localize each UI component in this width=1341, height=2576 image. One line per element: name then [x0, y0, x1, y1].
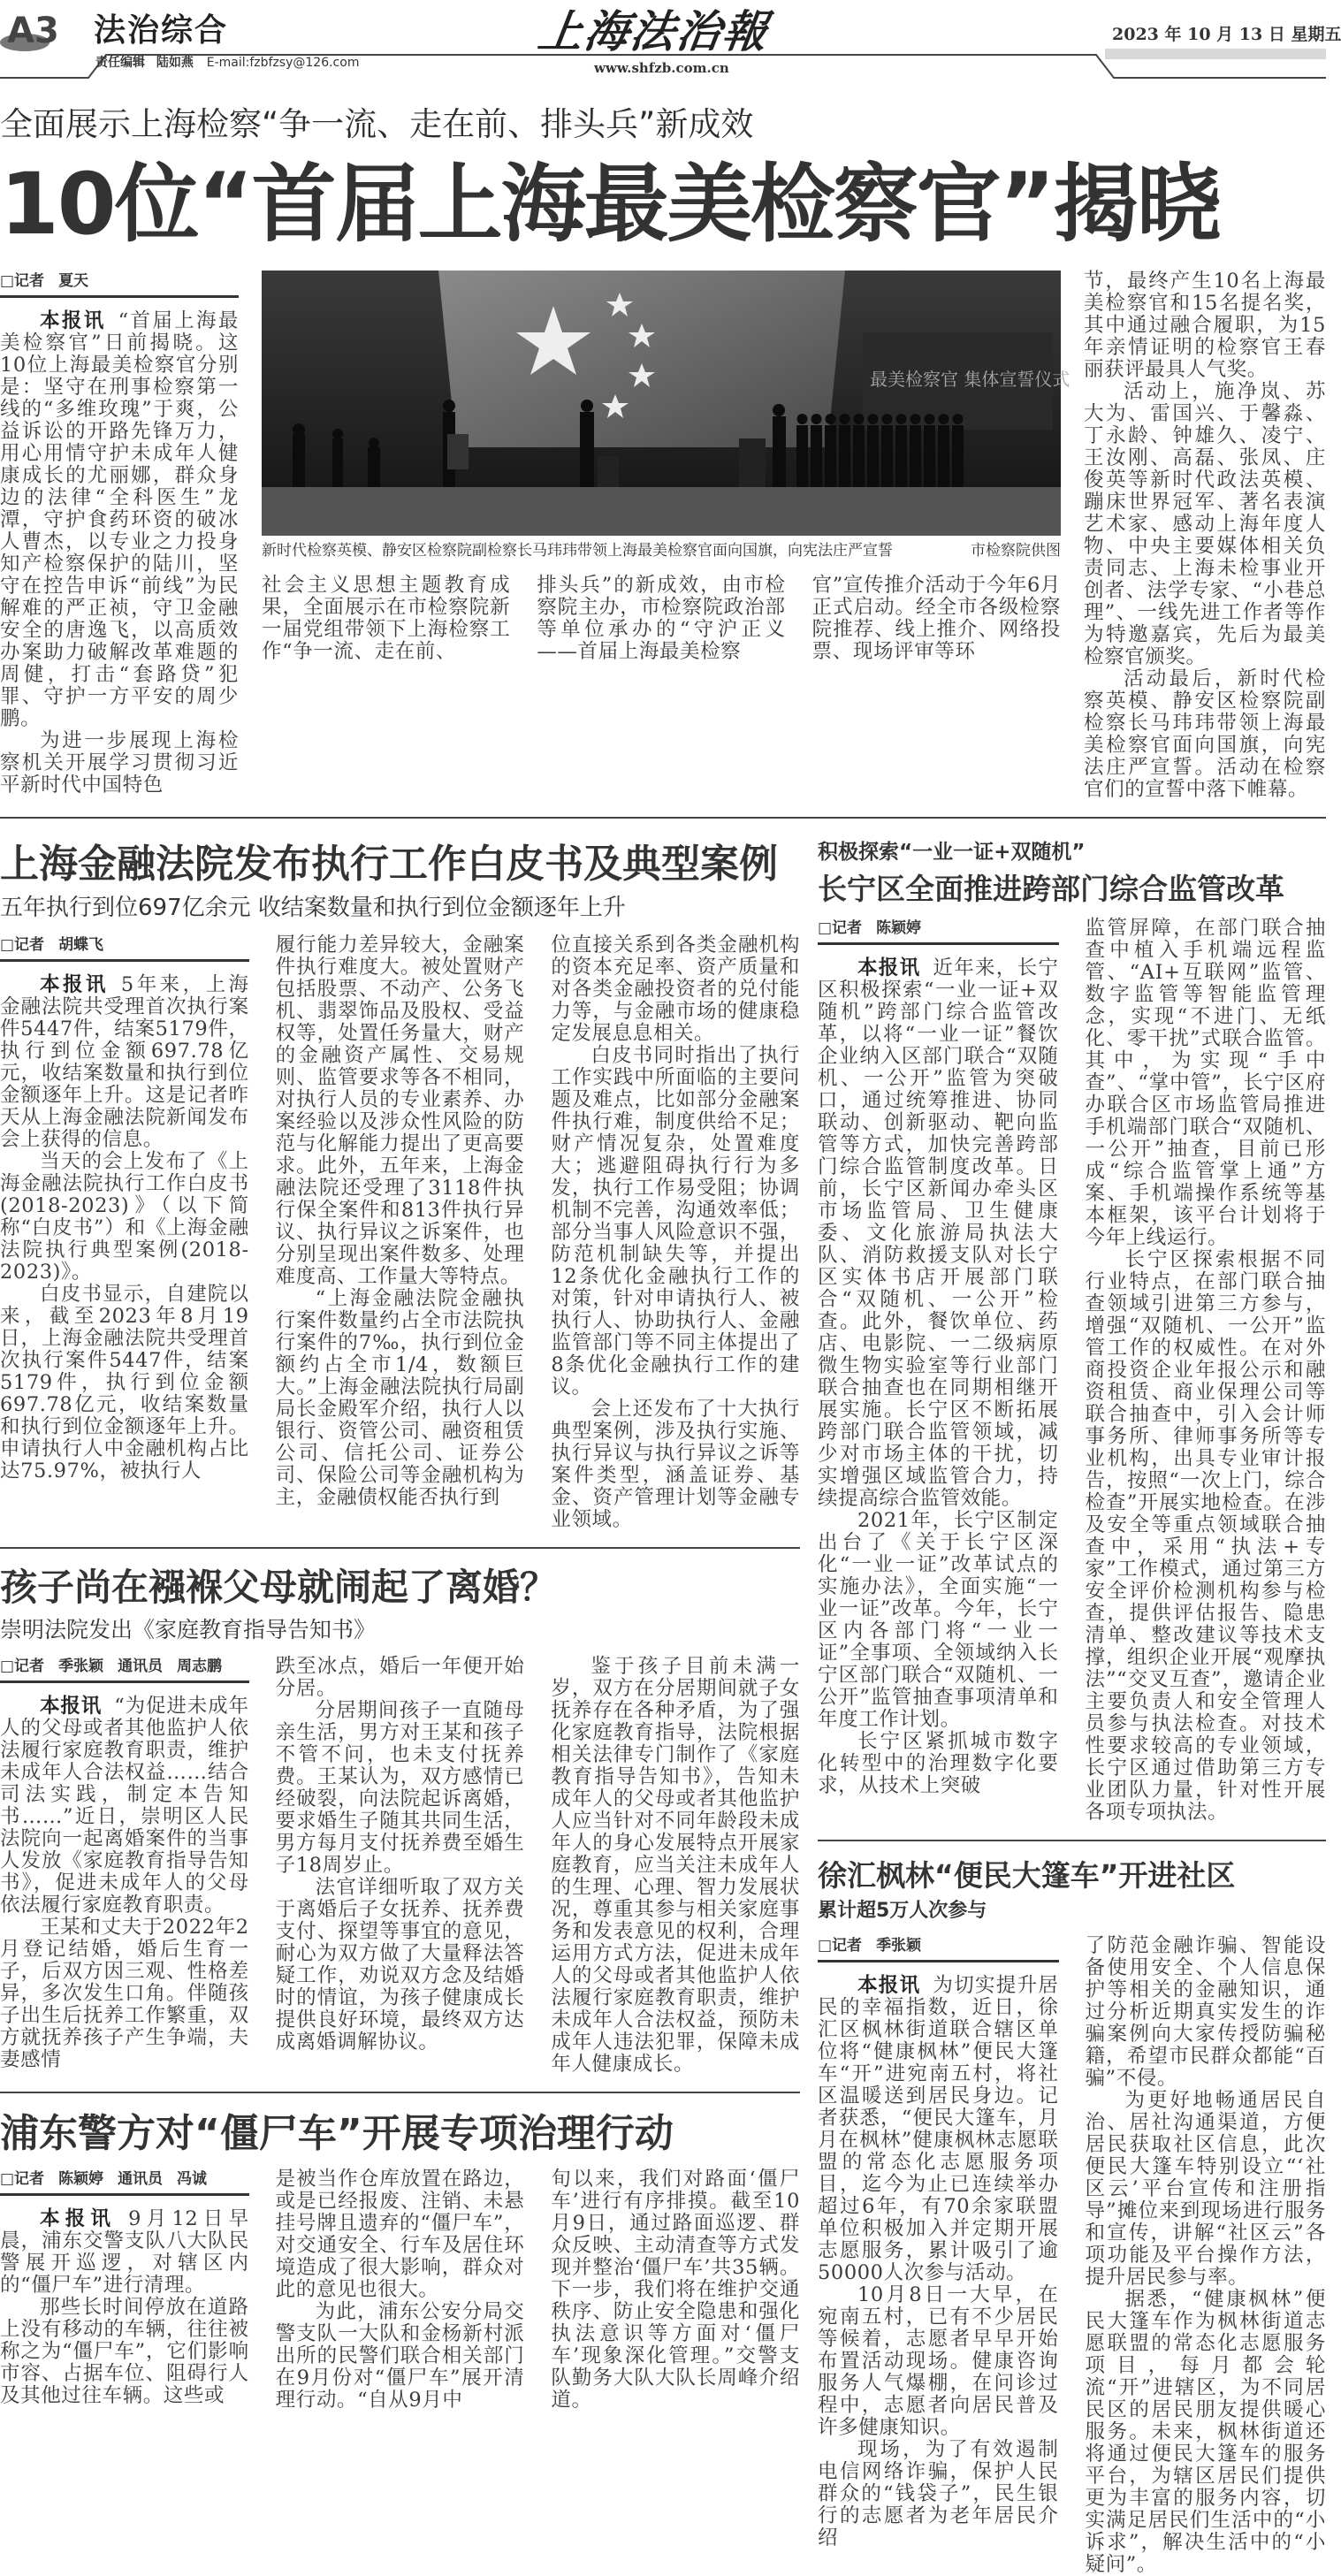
section-divider [0, 817, 1326, 819]
byline-role: □记者 [0, 2169, 45, 2188]
paragraph [818, 2439, 1059, 2549]
byline-role: □记者 [818, 919, 863, 937]
paragraph-text: 活动最后，新时代检察英模、静安区检察院副检察长马玮玮带领上海最美检察官面向国旗，向宪法庄严宣誓。活动在检察官们的宣誓中落下帷幕。 [1084, 667, 1326, 801]
byline [0, 1656, 249, 1683]
paragraph-text: 白皮书同时指出了执行工作实践中所面临的主要问题及难点，比如部分金融案件执行难，制度供给不足；财产情况复杂，处置难度大；逃避阻碍执行行为多发，执行工作易受阻；协调机制不完善，沟通效率低；部分当事人风险意识不强，防范机制缺失等，并提出12条优化金融执行工作的对策，针对申请执行人、被执行人、协助执行人、金融监管部门等不同主体提出了8条优化金融执行工作的建议。 [551, 1043, 801, 1399]
dateline-lead: 本报讯 [40, 309, 106, 332]
paragraph [0, 1151, 249, 1284]
byline-name-2: 周志鹏 [177, 1657, 223, 1675]
page-header [0, 0, 1341, 81]
paragraph [551, 934, 800, 1045]
dateline-lead: 本报讯 [40, 1694, 103, 1718]
dateline-lead: 本报讯 [40, 972, 109, 996]
paragraph-text: 位直接关系到各类金融机构的资本充足率、资产质量和对各类金融投资者的兑付能力等，与金融市场的健康稳定发展息息相关。 [551, 933, 801, 1045]
byline-name: 陈颖婷 [58, 2169, 104, 2188]
newspaper-masthead-logo: 上海法治報 [535, 5, 773, 57]
finance-story [0, 840, 800, 1531]
section-divider [818, 1840, 1326, 1841]
paragraph [1084, 271, 1326, 381]
finance-subhead: 五年执行到位697亿余元 收结案数量和执行到位金额逐年上升 [0, 895, 626, 921]
paragraph [818, 1975, 1059, 2284]
paragraph [551, 2168, 800, 2412]
section-divider [0, 1547, 800, 1549]
paragraph [276, 1877, 525, 2054]
article-column [537, 575, 785, 663]
paragraph-text: 9月12日早晨，浦东交警支队八大队民警展开巡逻，对辖区内的“僵尸车”进行清理。 [0, 2206, 249, 2297]
xuhui-story [818, 1857, 1326, 2576]
paragraph [551, 1045, 800, 1399]
photo-credit: 市检察院供图 [971, 542, 1061, 560]
article-column [0, 2208, 249, 2407]
paragraph [1086, 1249, 1327, 1824]
paragraph-text: 为更好地畅通居民自治、居社沟通渠道，方便居民获取社区信息，此次便民大篷车特别设立“‘社区云’平台宣传和注册指导”摊位来到现场进行服务和宣传，讲解“社区云”各项功能及平台操作方法，提升居民参与率。 [1085, 2088, 1326, 2289]
editor-email[interactable]: E-mail:fzbfzsy@126.com [206, 56, 360, 70]
paragraph [0, 974, 249, 1151]
article-column [0, 974, 249, 1482]
lead-story-body [0, 271, 1326, 801]
paragraph-text: 了防范金融诈骗、智能设备使用安全、个人信息保护等相关的金融知识，通过分析近期真实发生的诈骗案例向大家传授防骗秘籍，希望市民群众都能“百骗”不侵。 [1085, 1933, 1326, 2090]
article-column [276, 2168, 525, 2412]
byline-role-2: 通讯员 [118, 1657, 164, 1675]
byline-name: 季张颖 [876, 1936, 922, 1955]
paragraph [818, 1510, 1059, 1731]
editor-info [95, 53, 359, 71]
byline-name: 胡蝶飞 [58, 935, 104, 954]
byline-role-2: 通讯员 [118, 2169, 164, 2188]
paragraph [0, 1696, 249, 1917]
byline-name-2: 冯诚 [177, 2169, 208, 2188]
paragraph-text: 为切实提升居民的幸福指数，近日，徐汇区枫林街道联合辖区单位将“健康枫林”便民大篷车“开”进宛南五村，将社区温暖送到居民身边。记者获悉，“便民大篷车，月月在枫林”健康枫林志愿联盟的常态化志愿服务项目，迄今为止已连续举办超过6年，有70余家联盟单位积极加入并定期开展志愿服务，累计吸引了逾50000人次参与活动。 [818, 1973, 1059, 2284]
issue-date: 2023 年 10 月 13 日 星期五 [1112, 25, 1341, 44]
byline [0, 2168, 249, 2196]
paragraph-text: 是被当作仓库放置在路边，或是已经报废、注销、未悬挂号牌且遗弃的“僵尸车”，对交通安全、行车及居住环境造成了很大影响，群众对此的意见也很大。 [275, 2167, 525, 2301]
xuhui-subhead: 累计超5万人次参与 [818, 1900, 987, 1923]
page-number: A3 [7, 11, 59, 51]
paragraph-text: 官”宣传推介活动于今年6月正式启动。经全市各级检察院推荐、线上推介、网络投票、现场评审等环 [811, 574, 1061, 663]
paragraph [0, 1917, 249, 2071]
stage-screen-text: 最美检察官 集体宣誓仪式 [870, 369, 1071, 390]
lead-story-kicker: 全面展示上海检察“争一流、走在前、排头兵”新成效 [0, 105, 754, 143]
paragraph-text: 白皮书显示，自建院以来，截至2023年8月19日，上海金融法院共受理首次执行案件5447件，结案5179件，执行到位金额697.78亿元，收结案数量和执行到位金额逐年上升。申请执行人中金融机构占比达75.97%，被执行人 [0, 1282, 249, 1482]
article-column [551, 934, 800, 1531]
paragraph [0, 2208, 249, 2297]
editor-name: 陆如燕 [156, 56, 194, 70]
paragraph [276, 1288, 525, 1509]
byline-name: 季张颖 [58, 1657, 104, 1675]
paragraph [0, 1284, 249, 1482]
article-column [551, 2168, 800, 2412]
article-column [276, 1656, 525, 2054]
lead-story-headline: 10位“首届上海最美检察官”揭晓 [0, 155, 1220, 254]
paragraph-text: “上海金融法院金融执行案件数量约占全市法院执行案件的7‰，执行到位金额约占全市1/4，数额巨大。”上海金融法院执行局副局长金殿军介绍，执行人以银行、资管公司、融资租赁公司、信托公司、证券公司、保险公司等金融机构为主，金融债权能否执行到 [275, 1286, 525, 1509]
byline-name: 陈颖婷 [876, 919, 922, 937]
paragraph [551, 1656, 800, 2076]
paragraph [276, 2301, 525, 2412]
paragraph-text: 那些长时间停放在道路上没有移动的车辆，往往被称之为“僵尸车”，它们影响市容、占据车位、阻碍行人及其他过往车辆。这些或 [0, 2295, 249, 2407]
paragraph-text: 节，最终产生10名上海最美检察官和15名提名奖，其中通过融合履职，为15年亲情证明的检察官王春丽获评最具人气奖。 [1084, 270, 1326, 381]
article-column [818, 1975, 1059, 2549]
page-number-badge [0, 4, 59, 53]
byline [0, 934, 249, 962]
paragraph-text: 近年来，长宁区积极探索“一业一证+双随机”跨部门综合监管改革，以将“一业一证”餐饮企业纳入区部门联合“双随机、一公开”监管为突破口，通过统筹推进、协同联动、创新驱动、靶向监管等方式，加快完善跨部门综合监管制度改革。日前，长宁区新闻办牵头区市场监管局、卫生健康委、文化旅游局执法大队、消防救援支队对长宁区实体书店开展部门联合“双随机、一公开”检查。此外，餐饮单位、药店、电影院、一二级病原微生物实验室等行业部门联合抽查也在同期相继开展实施。长宁区不断拓展跨部门联合监管领域，减少对市场主体的干扰，切实增强区域监管合力，持续提高综合监管效能。 [818, 956, 1059, 1510]
photo-caption [262, 541, 1061, 560]
paragraph [1084, 668, 1326, 801]
byline [0, 271, 239, 298]
family-subhead: 崇明法院发出《家庭教育指导告知书》 [0, 1617, 377, 1643]
paragraph-text: 活动上，施净岚、苏大为、雷国兴、于馨淼、丁永龄、钟雄久、凌宁、王汝刚、高磊、张凤、庄俊英等新时代政法英模、蹦床世界冠军、著名表演艺术家、感动上海年度人物、中央主要媒体相关负责同志、上海未检事业开创者、法学专家、“小巷总理”、一线先进工作者等作为特邀嘉宾，先后为最美检察官颁奖。 [1084, 380, 1326, 668]
paragraph-text: 鉴于孩子目前未满一岁，双方在分居期间就子女抚养存在各种矛盾，为了强化家庭教育指导，法院根据相关法律专门制作了《家庭教育指导告知书》，告知未成年人的父母或者其他监护人应当针对不同年龄段未成年人的身心发展特点开展家庭教育，应当关注未成年人的生理、心理、智力发展状况，尊重其参与相关家庭事务和发表意见的权利，合理运用方式方法，促进未成年人的父母或者其他监护人依法履行家庭教育职责，维护未成年人合法权益，预防未成年人违法犯罪，保障未成年人健康成长。 [551, 1654, 801, 2076]
paragraph [1086, 2090, 1327, 2289]
xuhui-headline: 徐汇枫林“便民大篷车”开进社区 [818, 1858, 1236, 1893]
byline-role: □记者 [0, 1657, 45, 1675]
paragraph-text: 当天的会上发布了《上海金融法院执行工作白皮书(2018-2023)》（以下简称“白皮书”）和《上海金融法院执行典型案例(2018-2023)》。 [0, 1149, 249, 1284]
ceremony-photo [262, 271, 1071, 536]
byline-role: □记者 [0, 272, 45, 290]
paragraph [276, 1656, 525, 1700]
paragraph-text: 旬以来，我们对路面‘僵尸车’进行有序排摸。截至10月9日，通过路面巡逻、群众反映、主动清查等方式发现并整治‘僵尸车’共35辆。下一步，我们将在维护交通秩序、防止安全隐患和强化执法意识等方面对‘僵尸车’现象深化管理。”交警支队勤务大队大队长周峰介绍道。 [551, 2167, 801, 2412]
byline-name: 夏天 [58, 272, 89, 290]
paragraph-text: 社会主义思想主题教育成果，全面展示在市检察院新一届党组带领下上海检察工作“争一流、走在前、 [262, 574, 511, 663]
byline-role: □记者 [818, 1936, 863, 1955]
paragraph-text: 分居期间孩子一直随母亲生活，男方对王某和孩子不管不问，也未支付抚养费。王某认为，双方感情已经破裂，向法院起诉离婚，要求婚生子随其共同生活，男方每月支付抚养费至婚生子18周岁止。 [275, 1698, 525, 1877]
article-column [0, 1696, 249, 2071]
family-headline: 孩子尚在襁褓父母就闹起了离婚？ [0, 1565, 558, 1609]
article-column [276, 934, 525, 1509]
article-column [812, 575, 1061, 663]
paragraph [0, 2297, 249, 2407]
changning-headline: 长宁区全面推进跨部门综合监管改革 [818, 871, 1284, 906]
article-column [1086, 1935, 1327, 2576]
paragraph [276, 2168, 525, 2301]
paragraph-text: 为此，浦东公安分局交警支队一大队和金杨新村派出所的民警们联合相关部门在9月份对“僵尸车”展开清理行动。“自从9月中 [275, 2299, 525, 2412]
paragraph [262, 575, 510, 663]
dateline-lead: 本报讯 [857, 1973, 921, 1997]
article-column [0, 310, 239, 796]
paragraph-text: 会上还发布了十大执行典型案例，涉及执行实施、执行异议与执行异议之诉等案件类型，涵盖证券、基金、资产管理计划等金融专业领域。 [551, 1397, 801, 1531]
byline [818, 918, 1059, 945]
dateline-lead: 本报讯 [40, 2206, 117, 2230]
article-column [262, 575, 510, 663]
paragraph-text: 为进一步展现上海检察机关开展学习贯彻习近平新时代中国特色 [0, 729, 239, 796]
editor-label: 责任编辑 [95, 56, 145, 70]
section-title: 法治综合 [94, 12, 229, 49]
paragraph-text: “为促进未成年人的父母或者其他监护人依法履行家庭教育职责，维护未成年人合法权益……结合司法实践，制定本告知书……”近日，崇明区人民法院向一起离婚案件的当事人发放《家庭教育指导告知书》，促进未成年人的父母依法履行家庭教育职责。 [0, 1694, 249, 1917]
pudong-headline: 浦东警方对“僵尸车”开展专项治理行动 [0, 2110, 674, 2156]
changning-kicker: 积极探索“一业一证+双随机” [818, 841, 1086, 864]
paragraph [276, 934, 525, 1288]
article-column [1084, 271, 1326, 801]
dateline-lead: 本报讯 [857, 956, 921, 979]
byline-role: □记者 [0, 935, 45, 954]
paragraph [1086, 2289, 1327, 2576]
caption-text: 新时代检察英模、静安区检察院副检察长马玮玮带领上海最美检察官面向国旗，向宪法庄严宣誓 [262, 542, 893, 560]
paragraph-text: 据悉，“健康枫林”便民大篷车作为枫林街道志愿联盟的常态化志愿服务项目，每月都会轮流“开”进辖区，为不同居民区的居民朋友提供暖心服务。未来，枫林街道还将通过便民大篷车的服务平台，为辖区居民们提供更为丰富的服务内容，切实满足居民们生活中的“小诉求”，解决生活中的“小疑问”。 [1085, 2287, 1326, 2576]
paragraph [812, 575, 1061, 663]
paragraph [818, 1731, 1059, 1797]
family-story [0, 1565, 800, 2076]
paragraph [0, 310, 239, 730]
paragraph-text: 10月8日一大早，在宛南五村，已有不少居民等候着，志愿者早早开始布置活动现场。健康咨询服务人气爆棚，在问诊过程中，志愿者向居民普及许多健康知识。 [818, 2283, 1059, 2439]
paragraph [537, 575, 785, 663]
article-column [818, 957, 1059, 1797]
article-column [551, 1656, 800, 2076]
finance-headline: 上海金融法院发布执行工作白皮书及典型案例 [0, 842, 778, 887]
paragraph-text: “首届上海最美检察官”日前揭晓。这10位上海最美检察官分别是：坚守在刑事检察第一线的“多维玫瑰”于爽，公益诉讼的开路先锋万力，用心用情守护未成年人健康成长的尤丽娜，群众身边的法律“全科医生”龙潭，守护食药环资的破冰人曹杰，以专业之力投身知产检察保护的陆川，坚守在控告申诉“前线”为民解难的严正祯，守卫金融安全的唐逸飞，以高质效办案助力破解改革难题的周健，打击“套路贷”犯罪、守护一方平安的周少鹏。 [0, 309, 239, 730]
paragraph-text: 履行能力差异较大，金融案件执行难度大。被处置财产包括股票、不动产、公务飞机、翡翠饰品及股权、受益权等，处置任务量大，财产的金融资产属性、交易规则、监管要求等各不相同，对执行人员的专业素养、办案经验以及涉众性风险的防范与化解能力提出了更高要求。此外，五年来，上海金融法院还受理了3118件执行保全案件和813件执行异议、执行异议之诉案件，也分别呈现出案件数多、处理难度高、工作量大等特点。 [275, 933, 525, 1288]
byline [818, 1935, 1059, 1962]
paragraph [818, 957, 1059, 1510]
website-url[interactable]: www.shfzb.com.cn [594, 60, 729, 76]
paragraph-text: 长宁区探索根据不同行业特点，在部门联合抽查领域引进第三方参与，增强“双随机、一公开”监管工作的权威性。在对外商投资企业年报公示和融资租赁、商业保理公司等联合抽查中，引入会计师事务所、律师事务所等专业机构，出具专业审计报告，按照“一次上门，综合检查”开展实地检查。在涉及安全等重点领域联合抽查中，采用“执法+专家”工作模式，通过第三方安全评价检测机构参与检查，提供评估报告、隐患清单、整改建议等技术支撑，组织企业开展“观摩执法”“交叉互查”，邀请企业主要负责人和安全管理人员参与执法检查。对技术性要求较高的专业领域，长宁区通过借助第三方专业团队力量，针对性开展各项专项执法。 [1085, 1248, 1326, 1824]
paragraph-text: 监管屏障，在部门联合抽查中植入手机端远程监管、“AI+互联网”监管、数字监管等智能监管理念，实现“不进门、无纸化、零干扰”式联合监管。其中，为实现“手中查”、“掌中管”，长宁区府办联合区市场监管局推进手机端部门联合“双随机、一公开”抽查，目前已形成“综合监管掌上通”方案、手机端操作系统等基本框架，该平台计划将于今年上线运行。 [1085, 917, 1326, 1249]
paragraph [551, 1399, 800, 1531]
paragraph [0, 730, 239, 796]
changning-story [818, 840, 1326, 1824]
paragraph-text: 排头兵”的新成效，由市检察院主办，市检察院政治部等单位承办的“守沪正义——首届上海最美检察 [537, 574, 786, 663]
paragraph-text: 长宁区紧抓城市数字化转型中的治理数字化要求，从技术上突破 [818, 1730, 1059, 1797]
section-divider [0, 2092, 800, 2093]
paragraph-text: 5年来，上海金融法院共受理首次执行案件5447件，结案5179件，执行到位金额697.78亿元，收结案数量和执行到位金额逐年上升。这是记者昨天从上海金融法院新闻发布会上获得的信息。 [0, 972, 249, 1151]
paragraph [1084, 381, 1326, 668]
pudong-story [0, 2109, 800, 2412]
paragraph [1086, 918, 1327, 1249]
article-column [1086, 918, 1327, 1824]
paragraph [276, 1700, 525, 1877]
paragraph [818, 2284, 1059, 2439]
paragraph-text: 法官详细听取了双方关于离婚后子女抚养、抚养费支付、探望等事宜的意见，耐心为双方做了大量释法答疑工作，劝说双方念及结婚时的情谊，为孩子健康成长提供良好环境，最终双方达成离婚调解协议。 [275, 1875, 525, 2054]
paragraph-text: 现场，为了有效遏制电信网络诈骗，保护人民群众的“钱袋子”，民生银行的志愿者为老年居民介绍 [818, 2437, 1059, 2549]
paragraph-text: 王某和丈夫于2022年2月登记结婚，婚后生育一子，后双方因三观、性格差异，多次发生口角。伴随孩子出生后抚养工作繁重，双方就抚养孩子产生争端，夫妻感情 [0, 1915, 249, 2071]
paragraph [1086, 1935, 1327, 2090]
paragraph-text: 跌至冰点，婚后一年便开始分居。 [275, 1654, 525, 1700]
paragraph-text: 2021年，长宁区制定出台了《关于长宁区深化“一业一证”改革试点的实施办法》，全面实施“一业一证”改革。今年，长宁区内各部门将“一业一证”全事项、全领域纳入长宁区部门联合“双随机、一公开”监管抽查事项清单和年度工作计划。 [818, 1509, 1059, 1731]
